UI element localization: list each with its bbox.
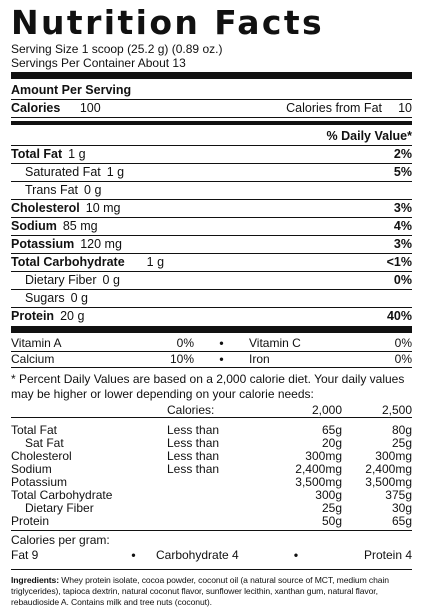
dv-cell: 2,500 [381,403,412,417]
dv-cell: Total Carbohydrate [11,488,113,502]
nutrient-dv: 2% [393,147,412,161]
dv-cell: 65g [321,423,342,437]
vitamin-row [11,336,412,352]
nutrient-label: Potassium [11,237,75,251]
nutrient-label: Trans Fat [25,183,79,197]
nutrient-row-cholesterol [11,200,412,218]
calories-from-fat-value: 10 [398,101,412,115]
nutrient-row-trans-fat [11,182,412,200]
nutrient-row-total-carbohydrate [11,254,412,272]
dv-cell: Dietary Fiber [25,501,94,515]
vitamin-value: 0% [176,336,194,350]
nutrient-amount: 120 mg [80,237,122,251]
nutrient-label: Sugars [25,291,65,305]
dv-table-header [11,404,412,418]
dv-cell: 25g [321,501,342,515]
dv-cell: Less than [167,423,220,437]
nutrient-label: Protein [11,309,55,323]
calories-row [11,100,412,118]
daily-value-header-row [11,128,412,146]
nutrient-dv: <1% [386,255,412,269]
dv-cell: Calories: [167,403,215,417]
dv-cell [167,476,262,489]
dv-table-row [11,515,412,528]
nutrient-amount: 20 g [60,309,85,323]
dv-cell: Cholesterol [11,449,72,463]
nutrient-label: Dietary Fiber [25,273,97,287]
calories-per-gram-row [11,548,412,563]
vitamin-value: 0% [394,352,412,366]
dv-table-row [11,463,412,476]
dv-cell: 3,500mg [365,475,412,489]
nutrient-dv: 0% [393,273,412,287]
dv-cell: 300g [315,488,342,502]
nutrient-label: Total Carbohydrate [11,255,125,269]
dv-cell: 300mg [305,449,342,463]
vitamin-row [11,352,412,368]
dv-cell: 25g [391,436,412,450]
nutrient-label: Sodium [11,219,57,233]
dv-cell: Less than [167,436,220,450]
nutrient-dv: 4% [393,219,412,233]
nutrient-label: Total Fat [11,147,63,161]
dv-table-row [11,502,412,515]
amount-per-serving [11,82,412,100]
dv-cell: 2,400mg [295,462,342,476]
dv-cell: Sodium [11,462,52,476]
dv-cell [167,502,262,515]
nutrient-amount: 1 g [106,165,125,179]
nutrient-amount: 0 g [84,183,102,197]
nutrient-dv: 5% [393,165,412,179]
calories-label: Calories [11,101,61,115]
dv-cell [167,489,262,502]
ingredients [11,570,412,608]
bullet-icon: • [219,352,224,366]
divider-mid [11,121,412,125]
nutrient-amount: 10 mg [85,201,121,215]
daily-value-header: % Daily Value* [326,129,412,143]
nutrient-amount: 1 g [146,255,165,269]
nutrient-dv: 3% [393,237,412,251]
vitamin-label: Vitamin A [11,336,62,350]
daily-value-table [11,404,412,528]
nutrient-row-protein [11,308,412,325]
bullet-icon: • [293,548,299,562]
bullet-icon: • [131,548,136,562]
dv-cell: 2,000 [311,403,342,417]
dv-cell: 50g [321,514,342,528]
calories-value: 100 [79,101,101,115]
ingredients-text: Whey protein isolate, cocoa powder, coconut oil (a natural source of MCT, medium chain triglycerides), tapioca dextrin, natural coconut flavor, sunflower lecithin, xanthan gum, natural flavor, rebaudioside A. Contains milk and tree nuts (coconut). [11,575,389,607]
daily-value-footnote: * Percent Daily Values are based on a 2,000 calorie diet. Your daily values may be higher or lower depending on your calorie needs: [11,372,405,401]
amount-per-serving-label: Amount Per Serving [11,83,132,97]
dv-cell [167,515,262,528]
nutrient-dv: 3% [393,201,412,215]
nutrient-row-total-fat [11,146,412,164]
label-title: Nutrition Facts [11,3,325,42]
vitamin-label: Iron [249,352,270,366]
dv-cell: 65g [391,514,412,528]
calories-from-fat-label: Calories from Fat [286,101,382,115]
serving-size: Serving Size 1 scoop (25.2 g) (0.89 oz.) [11,42,223,56]
nutrient-row-potassium [11,236,412,254]
dv-cell [11,404,167,418]
divider-thick [11,326,412,333]
dv-cell: 80g [391,423,412,437]
nutrient-row-sodium [11,218,412,236]
nutrient-label: Cholesterol [11,201,80,215]
dv-cell: Protein [11,514,50,528]
dv-cell: Potassium [11,475,68,489]
nutrient-amount: 0 g [70,291,88,305]
cpg-carbohydrate: Carbohydrate 4 [156,548,239,562]
vitamin-value: 0% [394,336,412,350]
dv-cell: 20g [321,436,342,450]
dv-cell: 375g [385,488,412,502]
divider-thick [11,72,412,79]
dv-cell: Less than [167,462,220,476]
dv-cell: 30g [391,501,412,515]
nutrient-row-saturated-fat [11,164,412,182]
cpg-protein: Protein 4 [363,548,412,562]
nutrient-amount: 85 mg [62,219,98,233]
nutrient-amount: 0 g [102,273,120,287]
vitamin-value: 10% [169,352,194,366]
nutrient-label: Saturated Fat [25,165,101,179]
divider-thin [11,530,412,531]
dv-cell: 3,500mg [295,475,342,489]
dv-cell: 2,400mg [365,462,412,476]
nutrient-dv: 40% [386,309,412,323]
dv-cell: Total Fat [11,423,58,437]
vitamin-label: Vitamin C [249,336,301,350]
dv-cell: 300mg [375,449,412,463]
calories-per-gram-label: Calories per gram: [11,533,110,547]
bullet-icon: • [219,336,224,350]
nutrient-row-sugars [11,290,412,307]
servings-per-container: Servings Per Container About 13 [11,56,186,70]
vitamin-label: Calcium [11,352,55,366]
nutrient-row-dietary-fiber [11,272,412,290]
nutrient-amount: 1 g [68,147,86,161]
dv-cell: Less than [167,449,220,463]
ingredients-label: Ingredients: [11,575,59,585]
dv-cell: Sat Fat [25,436,64,450]
cpg-fat: Fat 9 [11,548,39,562]
